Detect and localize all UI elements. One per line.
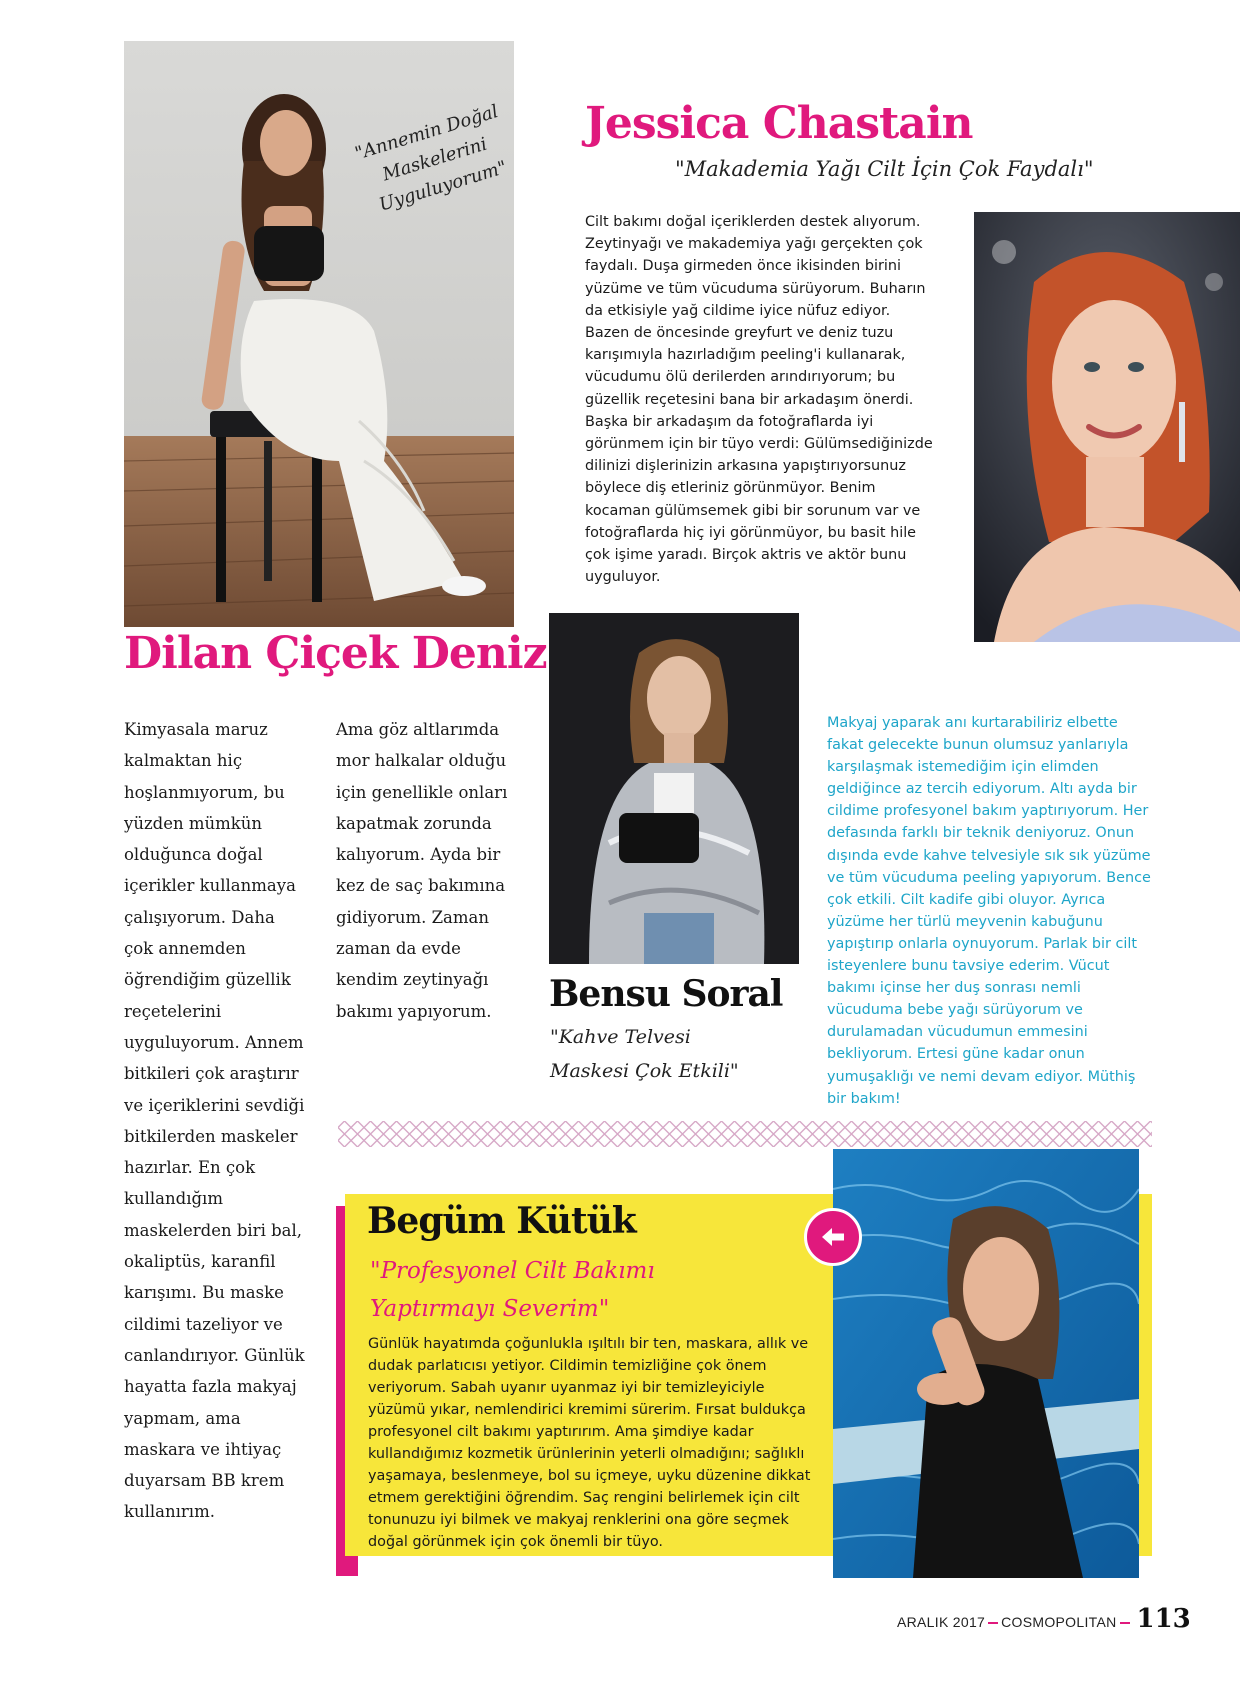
bensu-photo — [549, 613, 799, 964]
footer-separator — [1120, 1622, 1130, 1624]
begum-quote: "Profesyonel Cilt Bakımı Yaptırmayı Severim" — [370, 1258, 655, 1322]
footer-magazine: COSMOPOLITAN — [1001, 1614, 1117, 1630]
bensu-name: Bensu Soral — [549, 973, 783, 1015]
page-footer — [897, 1604, 1191, 1634]
bensu-body: Makyaj yaparak anı kurtarabiliriz elbette fakat gelecekte bunun olumsuz yanlarıyla karşılaşmak istemediğim için elimden geldiğince az tercih ediyorum. Altı ayda bir cildime profesyonel bakım yaptırıyorum. Her defasında farklı bir teknik deniyoruz. Onun dışında evde kahve telvesiyle sık sık yüzüme ve tüm vücuduma peeling yapıyorum. Bence çok etkili. Cilt kadife gibi oluyor. Ayrıca yüzüme her türlü meyvenin kabuğunu yapıştırıp onlarla oynuyorum. Parlak bir cilt isteyenlere bunu tavsiye ederim. Vücut bakımı içinse her duş sonrası nemli vücuduma bebe yağı sürüyorum ve durulamadan vücudumun emmesini bekliyorum. Ertesi güne kadar onun yumuşaklığı ve nemi devam ediyor. Müthiş bir bakım! — [827, 715, 1151, 1107]
page-number: 113 — [1136, 1604, 1191, 1634]
bensu-quote: "Kahve Telvesi Maskesi Çok Etkili" — [550, 1026, 739, 1082]
begum-body: Günlük hayatımda çoğunlukla ışıltılı bir ten, maskara, allık ve dudak parlatıcısı yetiyor. Cildimin temizliğine çok önem veriyorum. Sabah uyanır uyanmaz iyi bir temizleyiciyle yüzümü yıkar, nemlendirici kremimi sürerim. Fırsat buldukça profesyonel cilt bakımı yaptırırım. Ama şimdiye kadar kullandığımız kozmetik ürünlerinin yeterli olmadığını; sağlıklı yaşamaya, beslenmeye, bol su içmeye, uyku düzenine dikkat etmem gerektiğini öğrendim. Saç rengini belirlemek için cilt tonunuzu iyi bilmek ve makyaj renklerini ona göre seçmek doğal görünmek için çok önemli bir tüyo. — [368, 1336, 811, 1550]
begum-name: Begüm Kütük — [367, 1200, 636, 1242]
dilan-name: Dilan Çiçek Deniz — [124, 628, 547, 679]
jessica-photo — [974, 212, 1240, 642]
dilan-quote: "Annemin Doğal Maskelerini Uyguluyorum" — [352, 100, 510, 216]
dilan-body-col1: Kimyasala maruz kalmaktan hiç hoşlanmıyorum, bu yüzden mümkün olduğunca doğal içerikler kullanmaya çalışıyorum. Daha çok annemden öğrendiğim güzellik reçetelerini uyguluyorum. Annem bitkileri çok araştırır ve içeriklerini sevdiği bitkilerden maskeler hazırlar. En çok kullandığım maskelerden biri bal, okaliptüs, karanfil karışımı. Bu maske cildimi tazeliyor ve canlandırıyor. Günlük hayatta fazla makyaj yapmam, ama maskara ve ihtiyaç duyarsam BB krem kullanırım. — [124, 720, 305, 1522]
arrow-left-icon — [816, 1220, 850, 1254]
footer-month: ARALIK 2017 — [897, 1614, 986, 1630]
jessica-body: Cilt bakımı doğal içeriklerden destek alıyorum. Zeytinyağı ve makademiya yağı gerçekten çok faydalı. Duşa girmeden önce ikisinden birini yüzüme ve tüm vücuduma sürüyorum. Buharın da etkisiyle yağ cildime iyice nüfuz ediyor. Bazen de öncesinde greyfurt ve deniz tuzu karışımıyla hazırladığım peeling'i kullanarak, vücudumu ölü derilerden arındırıyorum; bu güzellik reçetesini bana bir arkadaşım önerdi. Başka bir arkadaşım da fotoğraflarda iyi görünmem için bir tüyo verdi: Gülümsediğinizde dilinizi dişlerinizin arkasına yapıştırıyorsunuz böylece diş etleriniz görünmüyor. Benim kocaman gülümsemek gibi bir sorunum var ve fotoğraflarda hiç iyi görünmüyor, bu basit hile çok işime yaradı. Birçok aktris ve aktör bunu uyguluyor. — [585, 214, 933, 586]
back-arrow-button[interactable] — [804, 1208, 862, 1266]
jessica-name: Jessica Chastain — [585, 98, 973, 149]
jessica-quote: "Makademia Yağı Cilt İçin Çok Faydalı" — [675, 157, 1094, 181]
dilan-body-col2: Ama göz altlarımda mor halkalar olduğu için genellikle onları kapatmak zorunda kalıyorum. Ayda bir kez de saç bakımına gidiyorum. Zaman zaman da evde kendim zeytinyağı bakımı yapıyorum. — [336, 720, 508, 1021]
footer-separator — [988, 1622, 998, 1624]
begum-photo — [833, 1149, 1139, 1578]
section-divider — [338, 1121, 1152, 1147]
